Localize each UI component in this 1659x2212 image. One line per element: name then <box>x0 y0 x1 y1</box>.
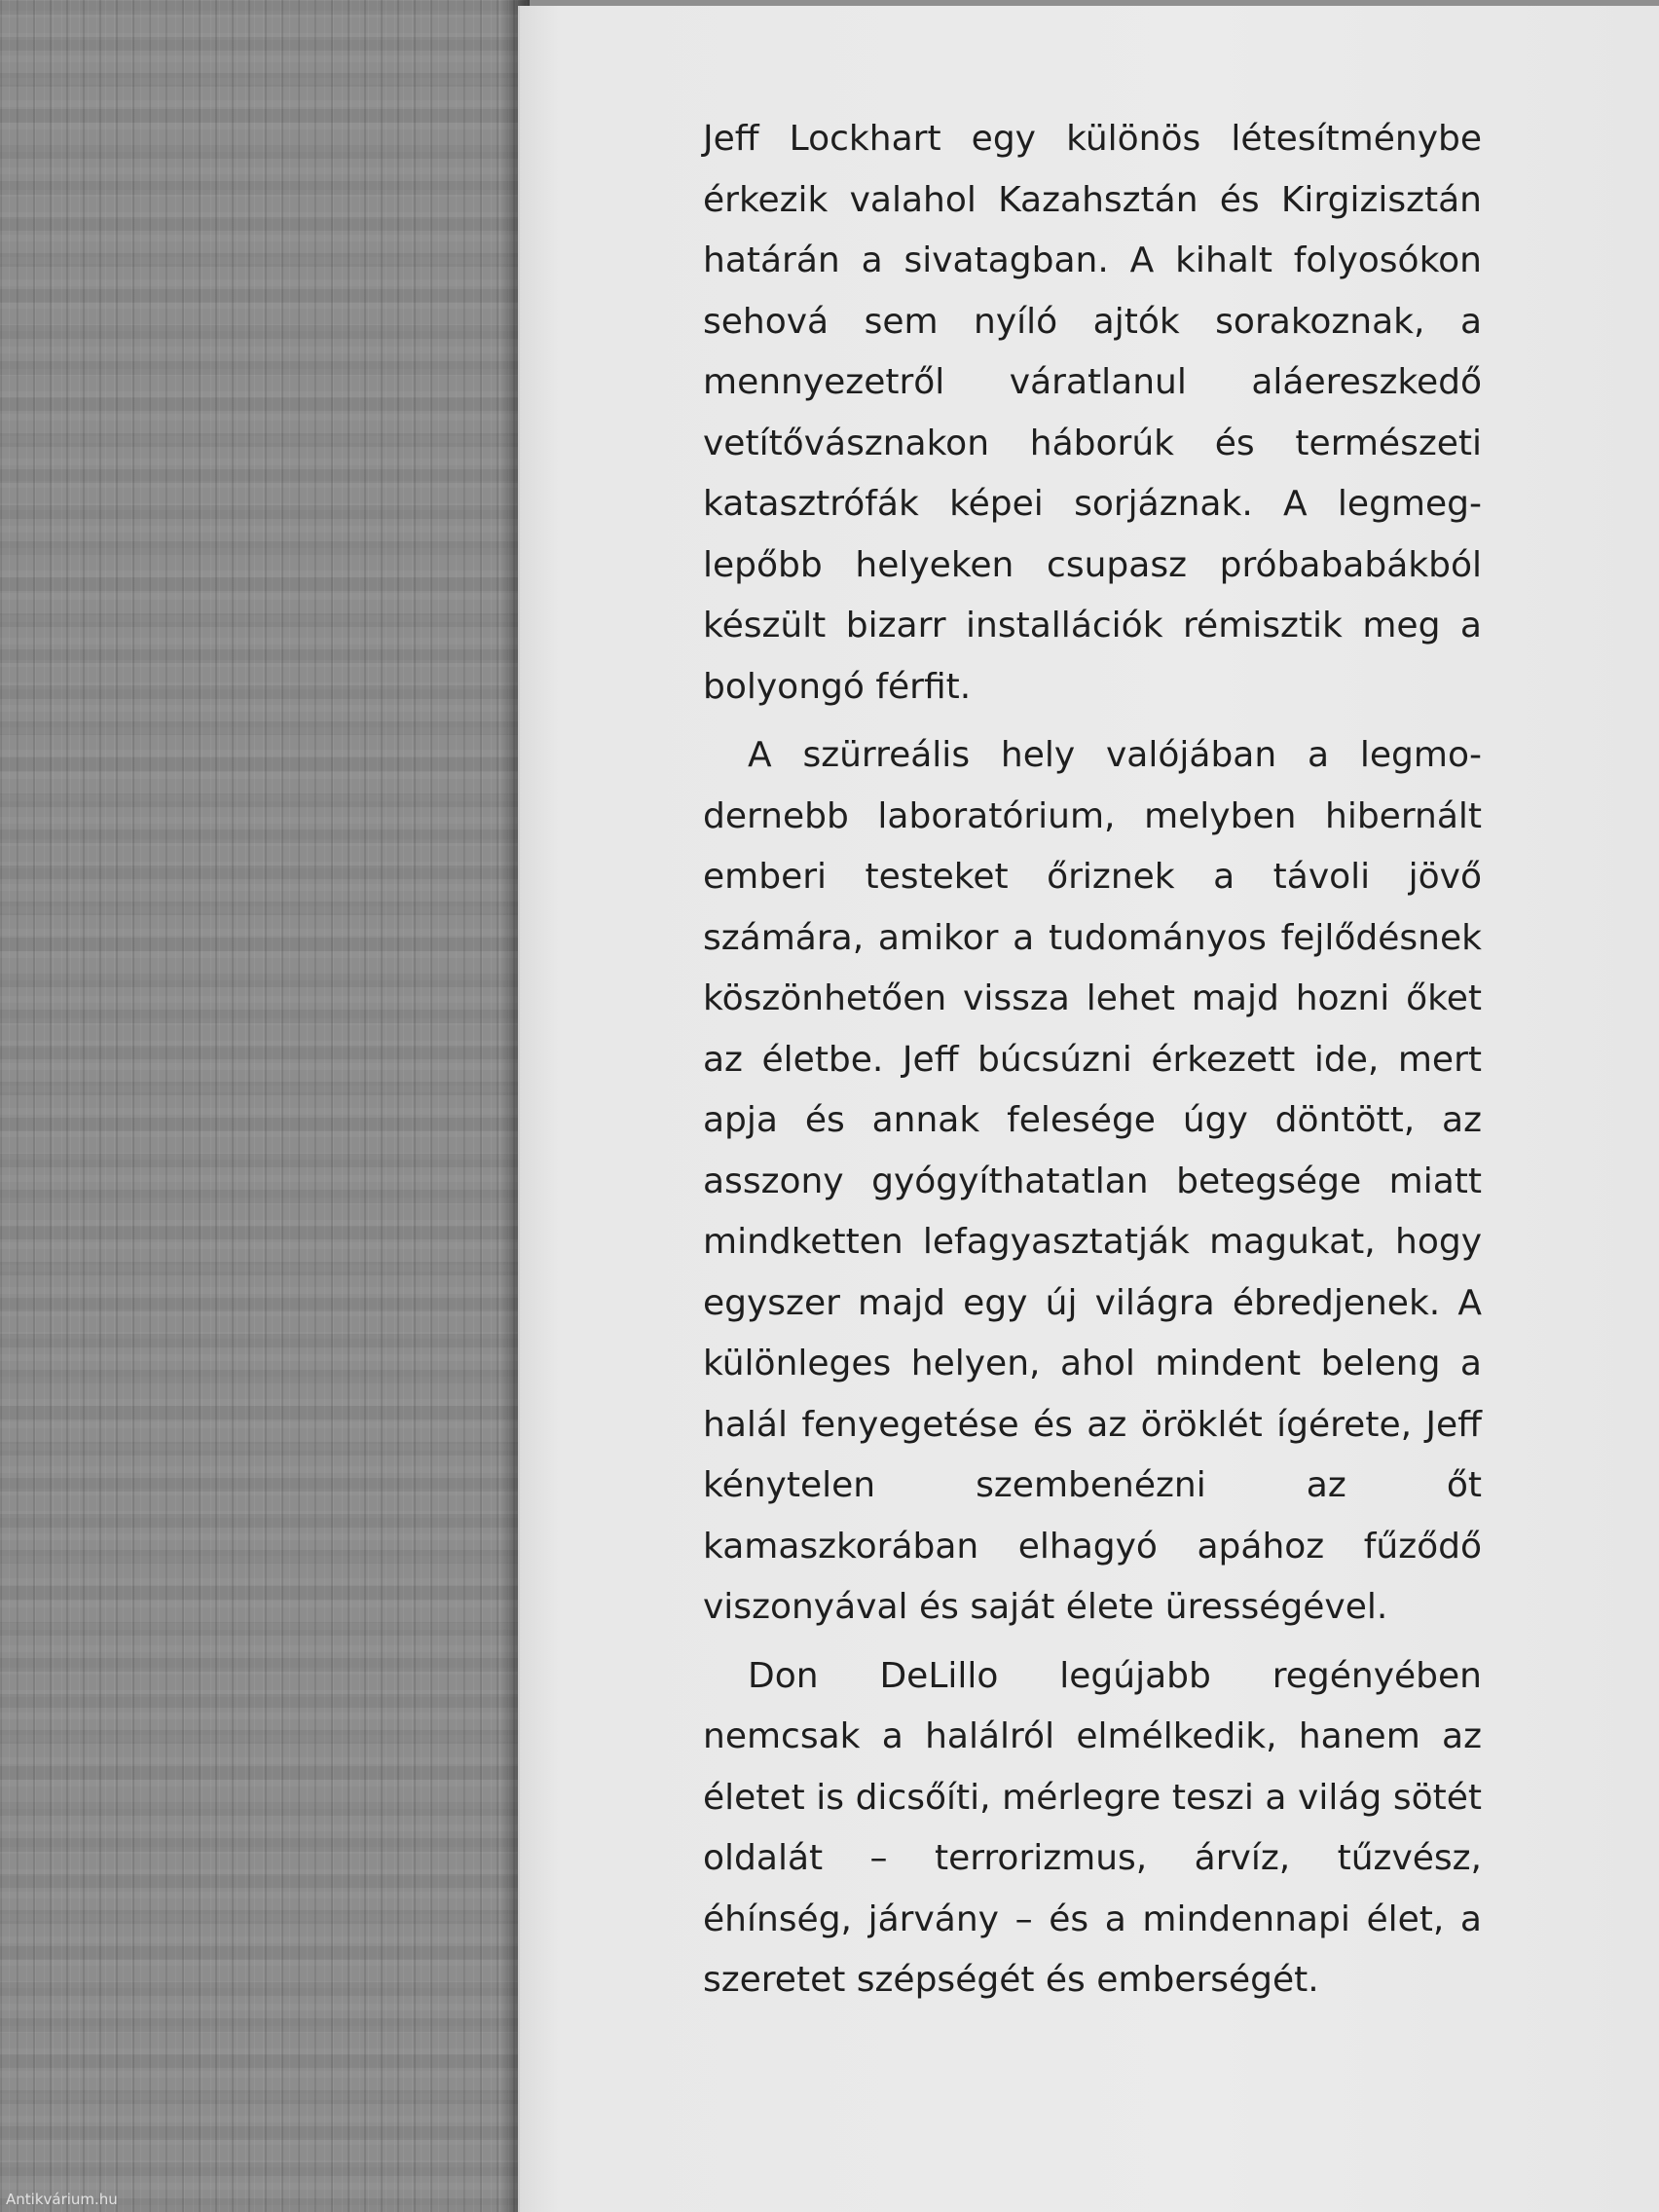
blurb-paragraph-3: Don DeLillo legújabb regényében nemcsak a halálról elmélkedik, hanem az életet is dicsőíti, mérlegre teszi a világ sötét oldalát – terrorizmus, árvíz, tűzvész, éhínség, járvány – és a mindennapi élet, a szeretet szépségét és emberségét. <box>703 1655 1482 2000</box>
watermark-text: Antikvárium.hu <box>6 2191 118 2208</box>
wood-grain-background <box>0 0 526 2212</box>
blurb-text <box>703 109 1482 2011</box>
back-cover-page <box>518 6 1659 2212</box>
blurb-paragraph-1: Jeff Lockhart egy különös létesítménybe érkezik valahol Kazahsztán és Kirgizisztán határán a sivatagban. A kihalt folyosókon sehová sem nyíló ajtók sorakoznak, a mennyezetről váratlanul aláereszkedő vetítővásznakon háborúk és természeti katasztrófák képei sorjáznak. A legmeglepőbb helyeken csupasz próbababákból készült bizarr installációk rémisztik meg a bolyongó férfit. <box>703 119 1482 707</box>
blurb-paragraph-2: A szürreális hely valójában a legmodernebb laboratórium, melyben hibernált emberi testeket őriznek a távoli jövő számára, amikor a tudományos fejlődésnek köszönhetően vissza lehet majd hozni őket az életbe. Jeff búcsúzni érkezett ide, mert apja és annak felesége úgy döntött, az asszony gyógyíthatatlan betegsége miatt mindketten lefagyasztatják magukat, hogy egyszer majd egy új világra ébredjenek. A különleges helyen, ahol mindent beleng a halál fenyegetése és az öröklét ígérete, Jeff kénytelen szembenézni az őt kamaszkorában elhagyó apához fűződő viszonyával és saját élete ürességével. <box>703 735 1482 1627</box>
